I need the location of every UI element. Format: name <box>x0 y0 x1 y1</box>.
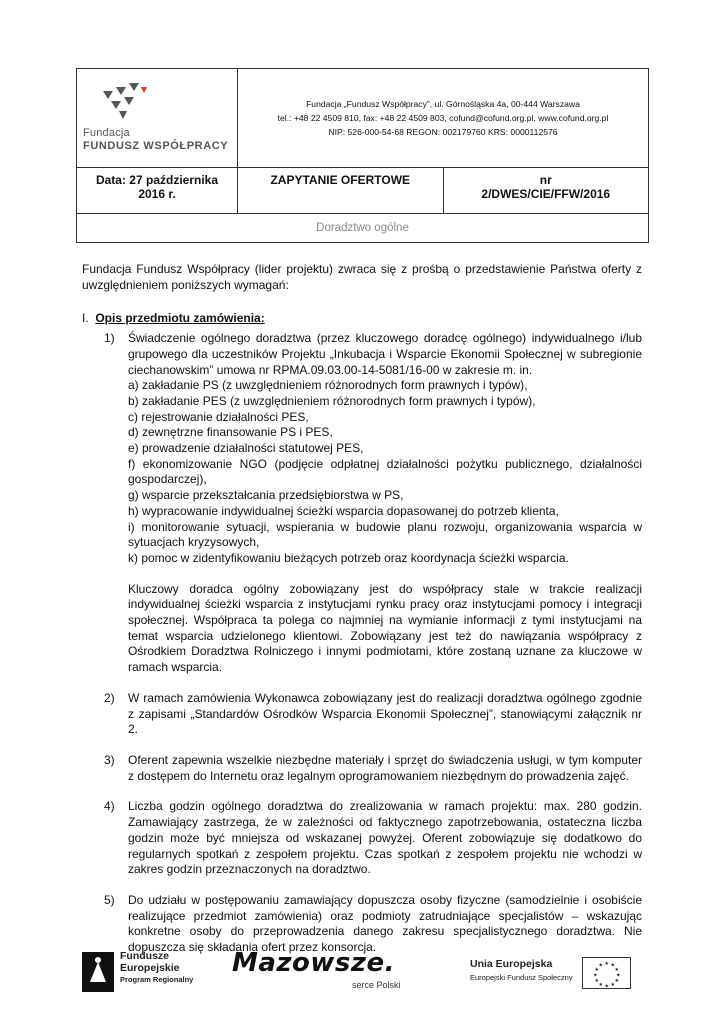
org-registry: NIP: 526-000-54-68 REGON: 002179760 KRS: 0000112576 <box>328 127 558 137</box>
doc-number-cell <box>443 168 649 214</box>
mazowsze-subtitle: serce Polski <box>352 980 401 990</box>
subject-text: Doradztwo ogólne <box>316 222 409 234</box>
item-text: Świadczenie ogólnego doradztwa (przez kluczowego doradcę ogólnego) indywidualnego i/lub grupowego dla uczestników Projektu „Inkubacja i Wsparcie Ekonomii Społecznej w subregionie ciechanowskim” umowa nr RPMA.09.03.00-14-5081/16-00 w zakresie m. in. <box>128 331 642 377</box>
item-number: 2) <box>104 690 115 705</box>
footer-logos <box>0 940 725 1000</box>
list-item <box>82 753 642 784</box>
item-number: 4) <box>104 799 115 814</box>
european-funds-icon <box>82 952 114 992</box>
item-text: W ramach zamówienia Wykonawca zobowiązany jest do realizacji doradztwa ogólnego zgodnie z zapisami „Standardów Ośrodków Wsparcia Ekonomii Społecznej”, stanowiącymi załącznik nr 2. <box>128 690 642 737</box>
item-text: Do udziału w postępowaniu zamawiający dopuszcza osoby fizyczne (samodzielnie i osobiście realizujące przedmiot zamówienia) oraz podmioty zatrudniające specjalistów – wskazując konkretne osoby do przeprowadzenia danego zakresu specjalistycznego doradztwa. Nie dopuszcza się składania ofert przez konsorcja. <box>128 892 642 955</box>
doc-title: ZAPYTANIE OFERTOWE <box>270 173 411 187</box>
section-heading <box>82 311 642 327</box>
item-number: 3) <box>104 752 115 767</box>
eu-fund-label: Europejski Fundusz Społeczny <box>470 973 573 982</box>
svg-text:★: ★ <box>594 967 599 973</box>
document-body <box>82 262 642 971</box>
sub-item: h) wypracowanie indywidualnej ścieżki wsparcia dopasowanej do potrzeb klienta, <box>128 503 559 518</box>
list-item <box>82 799 642 878</box>
sub-item: g) wsparcie przekształcania przedsiębiorstwa w PS, <box>128 488 404 503</box>
org-info-cell <box>238 69 649 168</box>
sub-item: i) monitorowanie sytuacji, wspierania w budowie planu rozwoju, organizowania wsparcia w sytuacjach kryzysowych, <box>128 519 642 550</box>
org-address: Fundacja „Fundusz Współpracy”, ul. Górnośląska 4a, 00-444 Warszawa <box>306 99 580 109</box>
svg-text:★: ★ <box>614 978 619 984</box>
svg-text:★: ★ <box>610 962 615 969</box>
nr-label: nr <box>539 173 552 187</box>
svg-text:★: ★ <box>593 972 598 979</box>
subject-cell <box>77 214 649 243</box>
date-cell <box>77 168 238 214</box>
intro-paragraph: Fundacja Fundusz Współpracy (lider projektu) zwraca się z prośbą o przedstawienie Państwa oferty z uwzględnieniem poniższych wymagań: <box>82 262 642 292</box>
eu-label: Unia Europejska <box>470 958 553 970</box>
item-text: Liczba godzin ogólnego doradztwa do zrealizowania w ramach projektu: max. 280 godzin. Zamawiający zastrzega, że w zależności od faktycznego zapotrzebowania, ostateczna liczba godzin może być mniejsza od wskazanej powyżej. Oferent zobowiązuje się dodatkowo do regularnych spotkań z zespołem projektu. Czas spotkań z zespołem projektu nie wchodzi w zakres godzin przeznaczonych na doradztwo. <box>128 799 642 877</box>
date-line2: 2016 r. <box>138 187 176 201</box>
svg-text:★: ★ <box>604 983 609 989</box>
doc-title-cell <box>238 168 444 214</box>
list-item <box>82 691 642 738</box>
svg-text:★: ★ <box>598 982 603 988</box>
logo-text-line1: Fundacja <box>83 127 130 139</box>
section-title: Opis przedmiotu zamówienia: <box>95 311 265 326</box>
sub-item: a) zakładanie PS (z uwzględnieniem różnorodnych form prawnych i typów), <box>128 378 528 393</box>
svg-text:★: ★ <box>614 967 619 973</box>
org-contact: tel.: +48 22 4509 810, fax: +48 22 4509 803, cofund@cofund.org.pl, www.cofund.org.pl <box>277 113 609 123</box>
item-text: Oferent zapewnia wszelkie niezbędne materiały i sprzęt do świadczenia usługi, w tym komputer z dostępem do Internetu oraz legalnym oprogramowaniem niezbędnym do prowadzenia zajęć. <box>128 752 642 783</box>
fe-line1: Fundusze <box>120 950 169 962</box>
sub-item: b) zakładanie PES (z uwzględnieniem różnorodnych form prawnych i typów), <box>128 393 536 408</box>
svg-text:★: ★ <box>604 961 609 967</box>
eu-flag-icon <box>582 957 631 989</box>
item-number: 5) <box>104 892 115 907</box>
item-extra-paragraph: Kluczowy doradca ogólny zobowiązany jest do współpracy stale w trakcie realizacji indywidualnej ścieżki wsparcia z instytucjami rynku pracy oraz instytucjami pomocy i integracji społecznej. Współpraca ta polega co najmniej na wymianie informacji z tymi instytucjami na temat wsparcia udzielonego klientowi. Zobowiązany jest też do nawiązania współpracy z Ośrodkiem Doradztwa Rolniczego i innymi podmiotami, które zostaną uznane za kluczowe w ramach wsparcia. <box>128 581 642 675</box>
doc-number: 2/DWES/CIE/FFW/2016 <box>481 187 611 201</box>
svg-text:★: ★ <box>610 982 615 988</box>
requirements-list <box>82 331 642 956</box>
fe-line2: Europejskie <box>120 962 180 974</box>
svg-text:★: ★ <box>594 978 599 984</box>
svg-text:★: ★ <box>598 962 603 969</box>
list-item <box>82 331 642 676</box>
sub-item: d) zewnętrzne finansowanie PS i PES, <box>128 425 333 440</box>
sub-item: e) prowadzenie działalności statutowej PES, <box>128 441 364 456</box>
logo-text-line2: FUNDUSZ WSPÓŁPRACY <box>83 140 229 152</box>
section-number: I. <box>82 311 89 326</box>
mazowsze-logo-text: Mazowsze. <box>232 948 396 978</box>
sub-item: c) rejestrowanie działalności PES, <box>128 409 309 424</box>
sub-item: k) pomoc w zidentyfikowaniu bieżących potrzeb oraz koordynacja ścieżki wsparcia. <box>128 550 569 565</box>
item-number: 1) <box>104 331 115 346</box>
svg-text:★: ★ <box>616 972 621 979</box>
logo-cell <box>77 69 238 168</box>
fe-line3: Program Regionalny <box>120 975 194 984</box>
foundation-logo-icon <box>101 83 161 123</box>
header-table <box>76 68 649 243</box>
european-funds-label <box>120 950 193 986</box>
sub-item: f) ekonomizowanie NGO (podjęcie odpłatnej działalności pożytku publicznego, działalności gospodarczej), <box>128 456 642 487</box>
date-line1: Data: 27 października <box>95 173 219 187</box>
